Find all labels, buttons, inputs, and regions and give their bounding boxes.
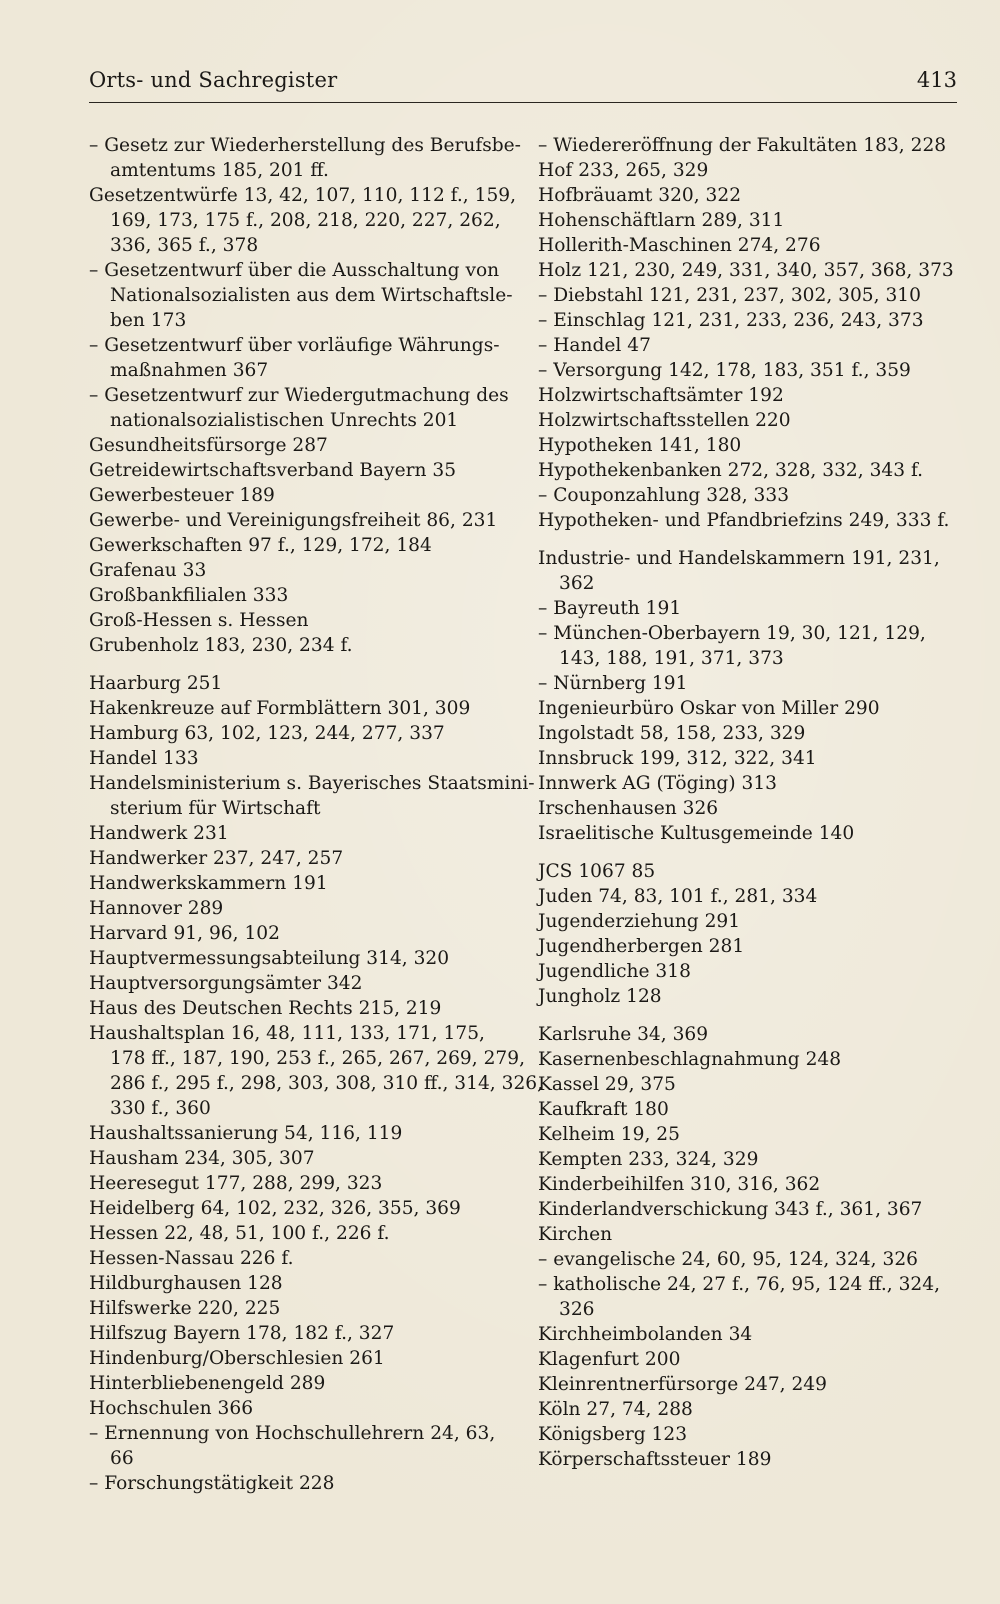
index-entry	[538, 1197, 968, 1222]
entry-continuation-line: nationalsozialistischen Unrechts 201	[110, 410, 459, 431]
index-entry	[538, 721, 968, 746]
index-entry	[538, 909, 968, 934]
entry-line: – Ernennung von Hochschullehrern 24, 63,	[89, 1423, 496, 1444]
index-entry	[538, 796, 968, 821]
entry-line: Kleinrentnerfürsorge 247, 249	[538, 1374, 827, 1395]
entry-line: – Gesetzentwurf über vorläufige Währungs-	[89, 335, 500, 356]
entry-line: – Diebstahl 121, 231, 237, 302, 305, 310	[538, 285, 921, 306]
entry-line: Holzwirtschaftsämter 192	[538, 385, 784, 406]
entry-line: – Einschlag 121, 231, 233, 236, 243, 373	[538, 310, 924, 331]
index-subentry	[538, 283, 968, 308]
entry-line: Hof 233, 265, 329	[538, 160, 709, 181]
entry-continuation-line: maßnahmen 367	[110, 360, 269, 381]
entry-line: – Nürnberg 191	[538, 673, 688, 694]
entry-line: – Forschungstätigkeit 228	[89, 1473, 335, 1494]
index-subentry	[538, 358, 968, 383]
entry-continuation-line: 336, 365 f., 378	[110, 235, 259, 256]
index-subentry	[538, 596, 968, 621]
index-entry	[538, 1022, 968, 1047]
index-entry	[538, 1422, 968, 1447]
entry-continuation-line: sterium für Wirtschaft	[110, 798, 321, 819]
entry-line: Israelitische Kultusgemeinde 140	[538, 823, 855, 844]
index-entry	[538, 158, 968, 183]
entry-line: Haushaltsplan 16, 48, 111, 133, 171, 175,	[89, 1023, 485, 1044]
entry-line: – Versorgung 142, 178, 183, 351 f., 359	[538, 360, 911, 381]
entry-line: Innwerk AG (Töging) 313	[538, 773, 777, 794]
entry-line: Haarburg 251	[89, 673, 223, 694]
index-entry	[89, 533, 509, 558]
index-entry	[538, 383, 968, 408]
entry-line: Haushaltssanierung 54, 116, 119	[89, 1123, 403, 1144]
letter-group-gap	[538, 533, 968, 546]
index-entry	[89, 1271, 509, 1296]
entry-line: Hausham 234, 305, 307	[89, 1148, 315, 1169]
index-entry	[538, 1097, 968, 1122]
index-entry	[89, 608, 509, 633]
index-entry	[89, 1146, 509, 1171]
index-entry	[538, 1222, 968, 1247]
index-entry	[538, 959, 968, 984]
entry-line: Kaufkraft 180	[538, 1099, 669, 1120]
entry-line: JCS 1067 85	[538, 861, 656, 882]
entry-continuation-line: ben 173	[110, 310, 187, 331]
index-entry	[89, 746, 509, 771]
index-entry	[538, 884, 968, 909]
entry-line: Hessen-Nassau 226 f.	[89, 1248, 294, 1269]
entry-line: – Bayreuth 191	[538, 598, 682, 619]
entry-line: Handwerk 231	[89, 823, 229, 844]
index-subentry	[89, 383, 509, 433]
index-entry	[538, 821, 968, 846]
index-entry	[89, 583, 509, 608]
index-entry	[89, 721, 509, 746]
entry-line: Hypothekenbanken 272, 328, 332, 343 f.	[538, 460, 924, 481]
index-subentry	[538, 333, 968, 358]
index-subentry	[89, 333, 509, 383]
letter-group-gap	[538, 1009, 968, 1022]
index-entry	[538, 746, 968, 771]
entry-line: – Wiedereröffnung der Fakultäten 183, 228	[538, 135, 947, 156]
index-entry	[89, 1221, 509, 1246]
index-entry	[538, 984, 968, 1009]
entry-line: Hindenburg/Oberschlesien 261	[89, 1348, 385, 1369]
entry-line: Gesetzentwürfe 13, 42, 107, 110, 112 f., 159,	[89, 185, 517, 206]
entry-line: Hilfszug Bayern 178, 182 f., 327	[89, 1323, 395, 1344]
index-entry	[538, 183, 968, 208]
entry-line: Irschenhausen 326	[538, 798, 719, 819]
index-entry	[538, 433, 968, 458]
entry-line: Juden 74, 83, 101 f., 281, 334	[538, 886, 818, 907]
index-entry	[538, 859, 968, 884]
index-subentry	[89, 1471, 509, 1496]
entry-line: Holzwirtschaftsstellen 220	[538, 410, 791, 431]
index-entry	[89, 458, 509, 483]
index-entry	[89, 671, 509, 696]
index-entry	[89, 1196, 509, 1221]
entry-line: Industrie- und Handelskammern 191, 231,	[538, 548, 940, 569]
entry-line: Gewerkschaften 97 f., 129, 172, 184	[89, 535, 432, 556]
entry-line: Handwerkskammern 191	[89, 873, 328, 894]
index-entry	[89, 433, 509, 458]
entry-line: – Gesetzentwurf zur Wiedergutmachung des	[89, 385, 509, 406]
entry-line: Kirchen	[538, 1224, 613, 1245]
entry-line: Hinterbliebenengeld 289	[89, 1373, 326, 1394]
entry-line: Großbankfilialen 333	[89, 585, 289, 606]
index-subentry	[89, 258, 513, 333]
index-entry	[89, 896, 509, 921]
index-entry	[538, 696, 968, 721]
entry-line: Jugendherbergen 281	[538, 936, 745, 957]
index-entry	[89, 946, 509, 971]
entry-line: – München-Oberbayern 19, 30, 121, 129,	[538, 623, 926, 644]
index-entry	[538, 408, 968, 433]
entry-line: Hypotheken- und Pfandbriefzins 249, 333 f.	[538, 510, 950, 531]
entry-line: Hollerith-Maschinen 274, 276	[538, 235, 821, 256]
index-entry	[538, 546, 968, 596]
entry-line: Harvard 91, 96, 102	[89, 923, 280, 944]
index-entry	[89, 696, 509, 721]
entry-continuation-line: amtentums 185, 201 ff.	[110, 160, 329, 181]
index-subentry	[89, 1421, 509, 1471]
letter-group-gap	[89, 658, 509, 671]
index-entry	[89, 1346, 509, 1371]
entry-continuation-line: Nationalsozialisten aus dem Wirtschaftsle-	[110, 285, 513, 306]
running-header	[89, 66, 957, 103]
entry-line: – Handel 47	[538, 335, 651, 356]
index-entry	[538, 258, 968, 283]
entry-line: Hohenschäftlarn 289, 311	[538, 210, 785, 231]
entry-line: Hilfswerke 220, 225	[89, 1298, 281, 1319]
index-entry	[538, 1047, 968, 1072]
entry-line: Kasernenbeschlagnahmung 248	[538, 1049, 842, 1070]
entry-line: Hannover 289	[89, 898, 224, 919]
entry-line: Hauptvermessungsabteilung 314, 320	[89, 948, 450, 969]
index-entry	[89, 483, 509, 508]
index-subentry	[538, 1272, 968, 1322]
entry-line: Kinderbeihilfen 310, 316, 362	[538, 1174, 821, 1195]
section-title: Orts- und Sachregister	[89, 68, 338, 92]
entry-continuation-line: 286 f., 295 f., 298, 303, 308, 310 ff., 314, 326,	[110, 1073, 544, 1094]
index-column-right	[538, 133, 968, 1472]
index-entry	[89, 871, 509, 896]
index-entry	[89, 971, 509, 996]
index-entry	[538, 934, 968, 959]
entry-line: Hochschulen 366	[89, 1398, 254, 1419]
entry-continuation-line: 143, 188, 191, 371, 373	[559, 648, 784, 669]
letter-group-gap	[538, 846, 968, 859]
index-entry	[538, 208, 968, 233]
entry-continuation-line: 178 ff., 187, 190, 253 f., 265, 267, 269, 279,	[110, 1048, 525, 1069]
index-subentry	[538, 483, 968, 508]
entry-line: Königsberg 123	[538, 1424, 688, 1445]
index-entry	[89, 821, 509, 846]
index-subentry	[538, 308, 968, 333]
index-entry	[89, 1121, 509, 1146]
entry-line: – Couponzahlung 328, 333	[538, 485, 790, 506]
entry-line: Jugenderziehung 291	[538, 911, 741, 932]
index-subentry	[538, 1247, 968, 1272]
entry-line: Gewerbe- und Vereinigungsfreiheit 86, 231	[89, 510, 498, 531]
entry-line: Jungholz 128	[538, 986, 662, 1007]
index-subentry	[89, 133, 521, 183]
index-subentry	[538, 621, 968, 671]
entry-continuation-line: 169, 173, 175 f., 208, 218, 220, 227, 262,	[110, 210, 501, 231]
entry-line: Jugendliche 318	[538, 961, 691, 982]
entry-line: Hypotheken 141, 180	[538, 435, 742, 456]
index-entry	[89, 1296, 509, 1321]
index-entry	[89, 183, 517, 258]
entry-line: – Gesetz zur Wiederherstellung des Berufsbe-	[89, 135, 521, 156]
index-entry	[538, 1322, 968, 1347]
index-entry	[89, 921, 509, 946]
entry-line: Hauptversorgungsämter 342	[89, 973, 363, 994]
entry-continuation-line: 326	[559, 1299, 595, 1320]
index-entry	[89, 558, 509, 583]
index-entry	[538, 1397, 968, 1422]
entry-line: Kinderlandverschickung 343 f., 361, 367	[538, 1199, 923, 1220]
index-entry	[89, 846, 509, 871]
index-entry	[538, 1447, 968, 1472]
entry-line: Ingenieurbüro Oskar von Miller 290	[538, 698, 880, 719]
index-entry	[538, 1122, 968, 1147]
entry-line: Heeresegut 177, 288, 299, 323	[89, 1173, 383, 1194]
entry-line: Kelheim 19, 25	[538, 1124, 680, 1145]
index-entry	[538, 1147, 968, 1172]
entry-line: Kassel 29, 375	[538, 1074, 676, 1095]
entry-line: Gesundheitsfürsorge 287	[89, 435, 328, 456]
entry-line: Hofbräuamt 320, 322	[538, 185, 742, 206]
index-entry	[538, 458, 968, 483]
entry-line: Haus des Deutschen Rechts 215, 219	[89, 998, 442, 1019]
index-entry	[89, 1171, 509, 1196]
index-entry	[538, 233, 968, 258]
entry-line: – evangelische 24, 60, 95, 124, 324, 326	[538, 1249, 918, 1270]
entry-line: Ingolstadt 58, 158, 233, 329	[538, 723, 806, 744]
entry-continuation-line: 330 f., 360	[110, 1098, 211, 1119]
index-entry	[89, 633, 509, 658]
index-entry	[89, 1246, 509, 1271]
entry-line: Hessen 22, 48, 51, 100 f., 226 f.	[89, 1223, 390, 1244]
entry-line: Karlsruhe 34, 369	[538, 1024, 709, 1045]
entry-line: Klagenfurt 200	[538, 1349, 681, 1370]
entry-line: Holz 121, 230, 249, 331, 340, 357, 368, 373	[538, 260, 954, 281]
entry-line: Groß-Hessen s. Hessen	[89, 610, 309, 631]
index-entry	[89, 508, 509, 533]
index-entry	[89, 771, 535, 821]
entry-line: Grafenau 33	[89, 560, 207, 581]
index-entry	[538, 771, 968, 796]
index-subentry	[538, 133, 968, 158]
entry-line: Köln 27, 74, 288	[538, 1399, 693, 1420]
entry-line: Gewerbesteuer 189	[89, 485, 275, 506]
entry-line: Hamburg 63, 102, 123, 244, 277, 337	[89, 723, 445, 744]
entry-line: Innsbruck 199, 312, 322, 341	[538, 748, 817, 769]
entry-line: Kempten 233, 324, 329	[538, 1149, 759, 1170]
index-entry	[89, 1396, 509, 1421]
entry-line: Handwerker 237, 247, 257	[89, 848, 344, 869]
entry-line: Handel 133	[89, 748, 199, 769]
index-entry	[89, 1021, 544, 1121]
index-entry	[538, 508, 968, 533]
entry-continuation-line: 66	[110, 1448, 134, 1469]
index-entry	[89, 1321, 509, 1346]
entry-line: Hakenkreuze auf Formblättern 301, 309	[89, 698, 471, 719]
entry-continuation-line: 362	[559, 573, 595, 594]
entry-line: Heidelberg 64, 102, 232, 326, 355, 369	[89, 1198, 461, 1219]
entry-line: – Gesetzentwurf über die Ausschaltung von	[89, 260, 500, 281]
entry-line: Grubenholz 183, 230, 234 f.	[89, 635, 353, 656]
index-entry	[89, 996, 509, 1021]
page-number: 413	[916, 68, 957, 92]
index-subentry	[538, 671, 968, 696]
index-entry	[538, 1172, 968, 1197]
index-column-left	[89, 133, 544, 1496]
index-entry	[89, 1371, 509, 1396]
index-entry	[538, 1372, 968, 1397]
index-entry	[538, 1072, 968, 1097]
entry-line: Hildburghausen 128	[89, 1273, 283, 1294]
entry-line: Handelsministerium s. Bayerisches Staatsmini-	[89, 773, 535, 794]
index-entry	[538, 1347, 968, 1372]
entry-line: Getreidewirtschaftsverband Bayern 35	[89, 460, 457, 481]
entry-line: Körperschaftssteuer 189	[538, 1449, 772, 1470]
entry-line: Kirchheimbolanden 34	[538, 1324, 753, 1345]
entry-line: – katholische 24, 27 f., 76, 95, 124 ff., 324,	[538, 1274, 940, 1295]
